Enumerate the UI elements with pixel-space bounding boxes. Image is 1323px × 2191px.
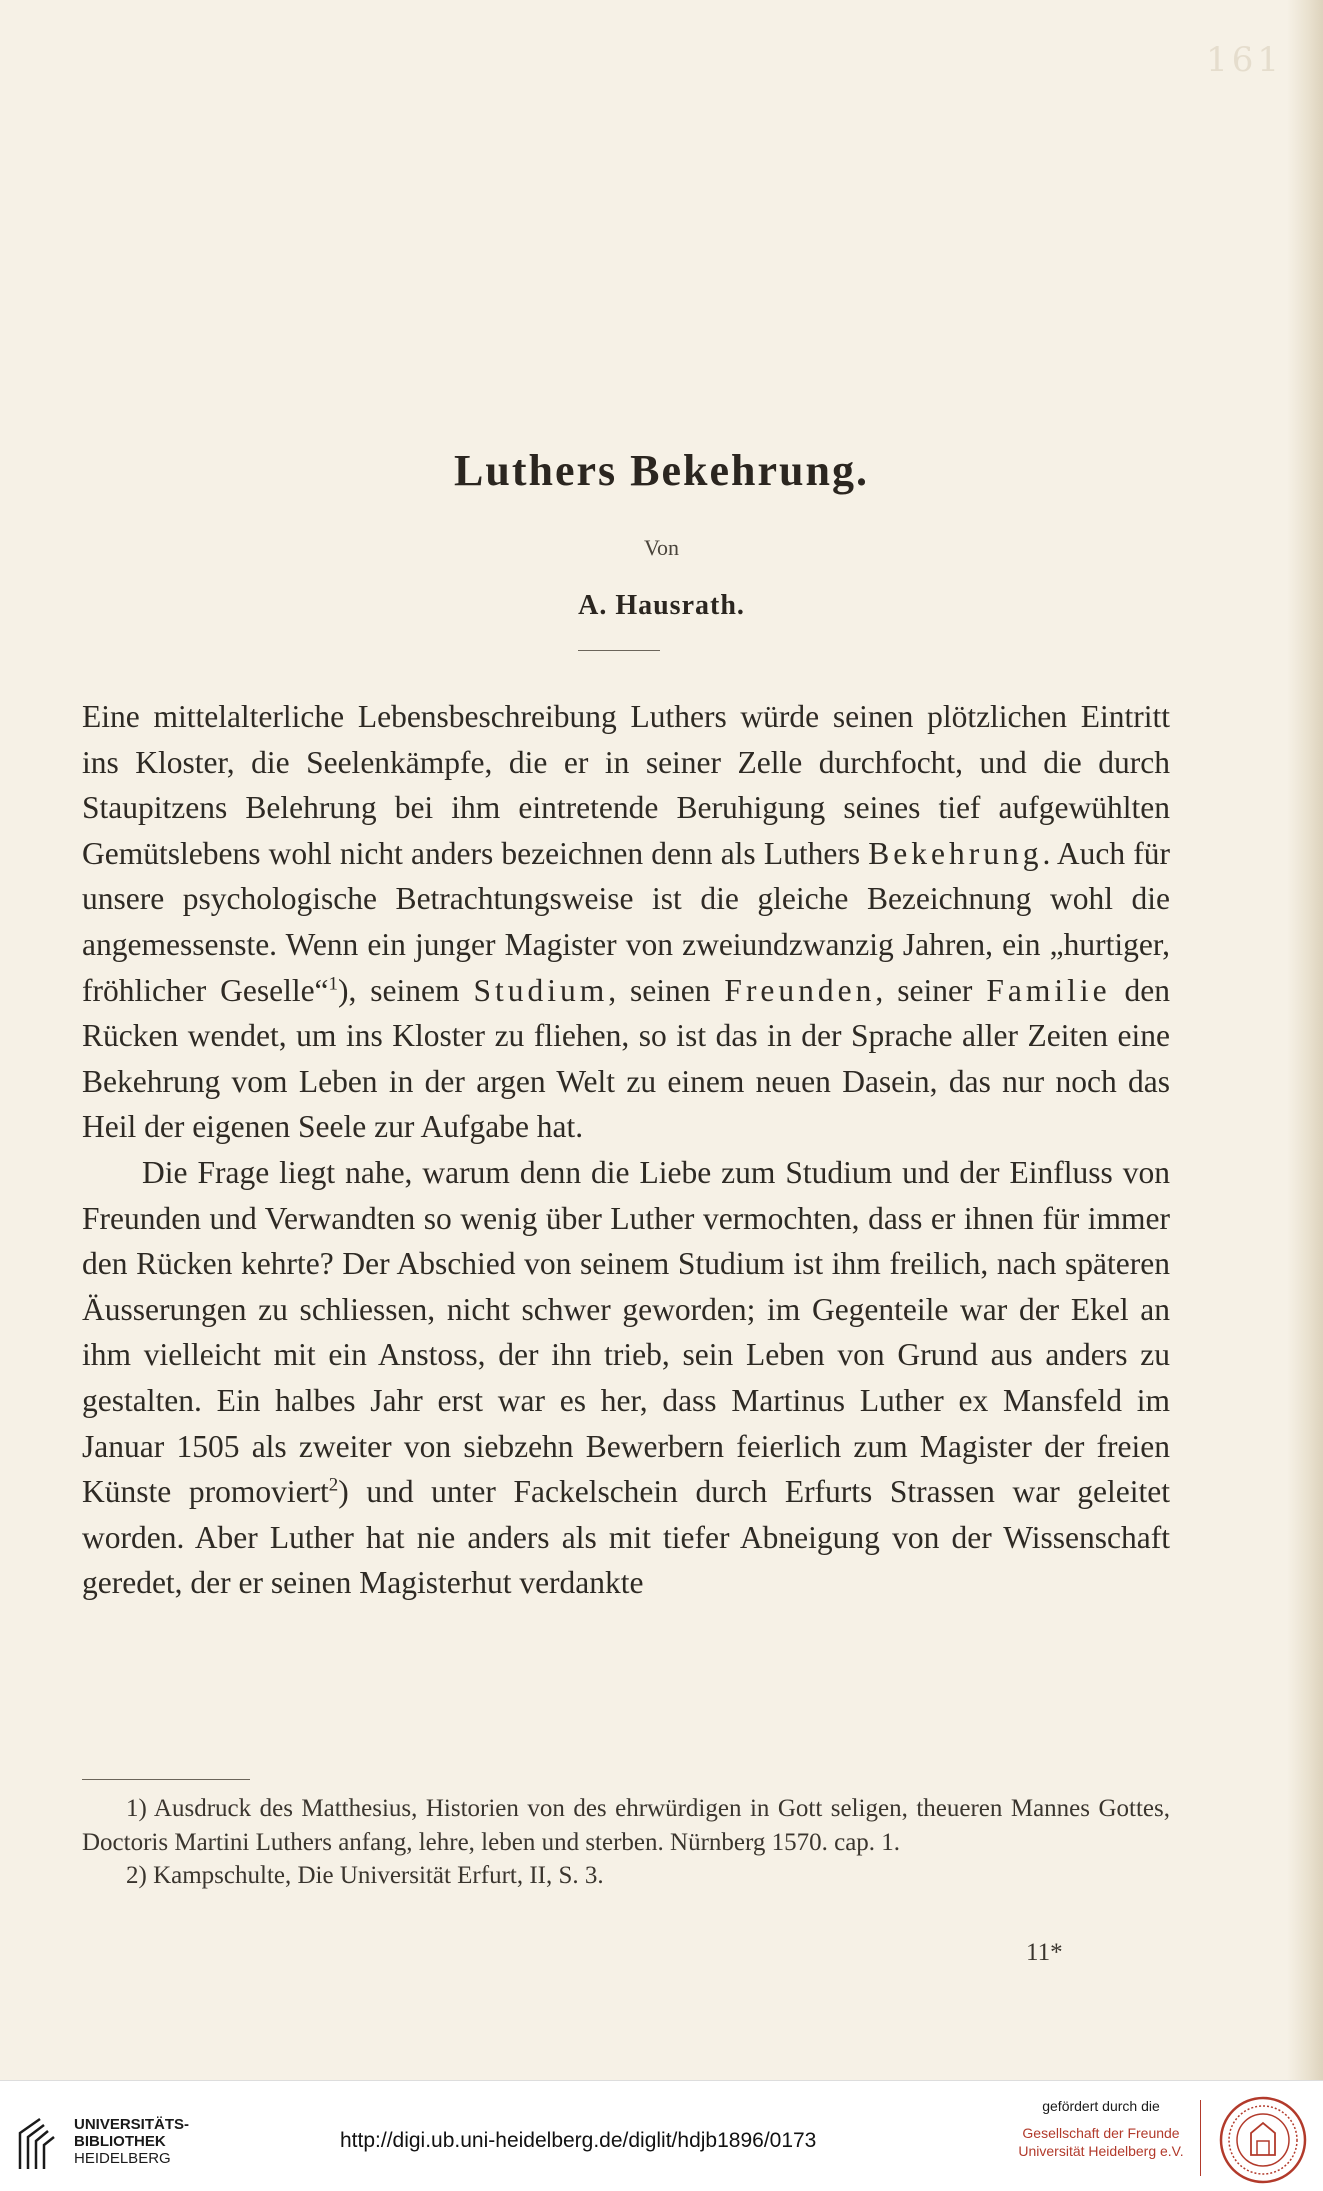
footnotes [82, 1792, 1170, 1893]
footnote-ref: 1 [328, 973, 338, 995]
university-seal-icon[interactable] [1218, 2095, 1308, 2185]
library-name[interactable] [74, 2116, 214, 2167]
library-name-line-2: BIBLIOTHEK [74, 2133, 166, 2150]
emphasis-spaced-text: Familie [986, 972, 1111, 1008]
page-number: 11* [1026, 1939, 1063, 1966]
library-name-line-3: HEIDELBERG [74, 2150, 171, 2167]
sponsor-divider [1200, 2100, 1201, 2176]
body-text-segment: , seiner [875, 972, 987, 1008]
article-title: Luthers Bekehrung. [454, 446, 869, 495]
sponsor-org-line-2: Universität Heidelberg e.V. [1018, 2143, 1184, 2159]
body-text-segment: . Auch für unsere psychologische Betrachtungsweise ist die gleiche Bezeichnung wohl die angemessenste. Wenn ein junger Magister von zweiundzwanzig Jahren, ein „hurtiger, fröhlicher Geselle“ [82, 835, 1170, 1008]
emphasis-spaced-text: Bekehrung [868, 835, 1043, 871]
body-text-segment: den Rücken wendet, um ins Kloster zu fliehen, so ist das in der Sprache aller Zeiten eine Bekehrung vom Leben in der argen Welt zu einem neuen Dasein, das nur noch das Heil der eigenen Seele zur Aufgabe hat. [82, 972, 1170, 1145]
sponsor-by-label: gefördert durch die [1042, 2098, 1160, 2114]
byline-von: Von [643, 535, 680, 560]
emphasis-spaced-text: Studium [473, 972, 609, 1008]
body-text-segment: ) und unter Fackelschein durch Erfurts Strassen war geleitet worden. Aber Luther hat nie anders als mit tiefer Abneigung von der Wissenschaft geredet, der er seinen Magisterhut verdankte [82, 1474, 1170, 1601]
body-paragraph [82, 1150, 1170, 1606]
bleed-through-text: 161 [1206, 40, 1283, 80]
article-author: A. Hausrath. [578, 590, 745, 621]
emphasis-spaced-text: Freunden [724, 972, 876, 1008]
body-text-segment: ), seinem [338, 972, 474, 1008]
page-gutter-shadow [1287, 0, 1323, 2080]
body-text-segment: , seinen [608, 972, 725, 1008]
footnote-1: 1) Ausdruck des Matthesius, Historien von des ehrwürdigen in Gott seligen, theueren Mannes Gottes, Doctoris Martini Luthers anfang, lehre, leben und sterben. Nürnberg 1570. cap. 1. [82, 1795, 1170, 1856]
library-name-line-1: UNIVERSITÄTS- [74, 2116, 190, 2133]
footnote-divider [82, 1779, 250, 1780]
footnote-2: 2) Kampschulte, Die Universität Erfurt, II, S. 3. [126, 1862, 604, 1889]
body-paragraph [82, 694, 1170, 1150]
library-logo-icon[interactable] [14, 2113, 66, 2173]
article-body [82, 694, 1170, 1606]
sponsor-block[interactable] [1010, 2098, 1192, 2160]
title-divider [578, 650, 660, 651]
sponsor-org-line-1: Gesellschaft der Freunde [1022, 2125, 1180, 2141]
permalink-url[interactable]: http://digi.ub.uni-heidelberg.de/diglit/hdjb1896/0173 [340, 2129, 817, 2152]
body-text-segment: Die Frage liegt nahe, warum denn die Liebe zum Studium und der Einfluss von Freunden und Verwandten so wenig über Luther vermochten, dass er ihnen für immer den Rücken kehrte? Der Abschied von seinem Studium ist ihm freilich, nach späteren Äusserungen zu schliessen, nicht schwer geworden; im Gegenteile war der Ekel an ihm vielleicht mit ein Anstoss, der ihn trieb, sein Leben von Grund aus anders zu gestalten. Ein halbes Jahr erst war es her, dass Martinus Luther ex Mansfeld im Januar 1505 als zweiter von siebzehn Bewerbern feierlich zum Magister der freien Künste promoviert [82, 1154, 1170, 1510]
footnote-ref: 2 [328, 1474, 339, 1496]
body-text-segment: Eine mittelalterliche Lebensbeschreibung Luthers würde seinen plötzlichen Eintritt ins Kloster, die Seelenkämpfe, die er in seiner Zelle durchfocht, und die durch Staupitzens Belehrung bei ihm eintretende Beruhigung seines tief aufgewühlten Gemütslebens wohl nicht anders bezeichnen denn als Luthers [82, 699, 1170, 871]
